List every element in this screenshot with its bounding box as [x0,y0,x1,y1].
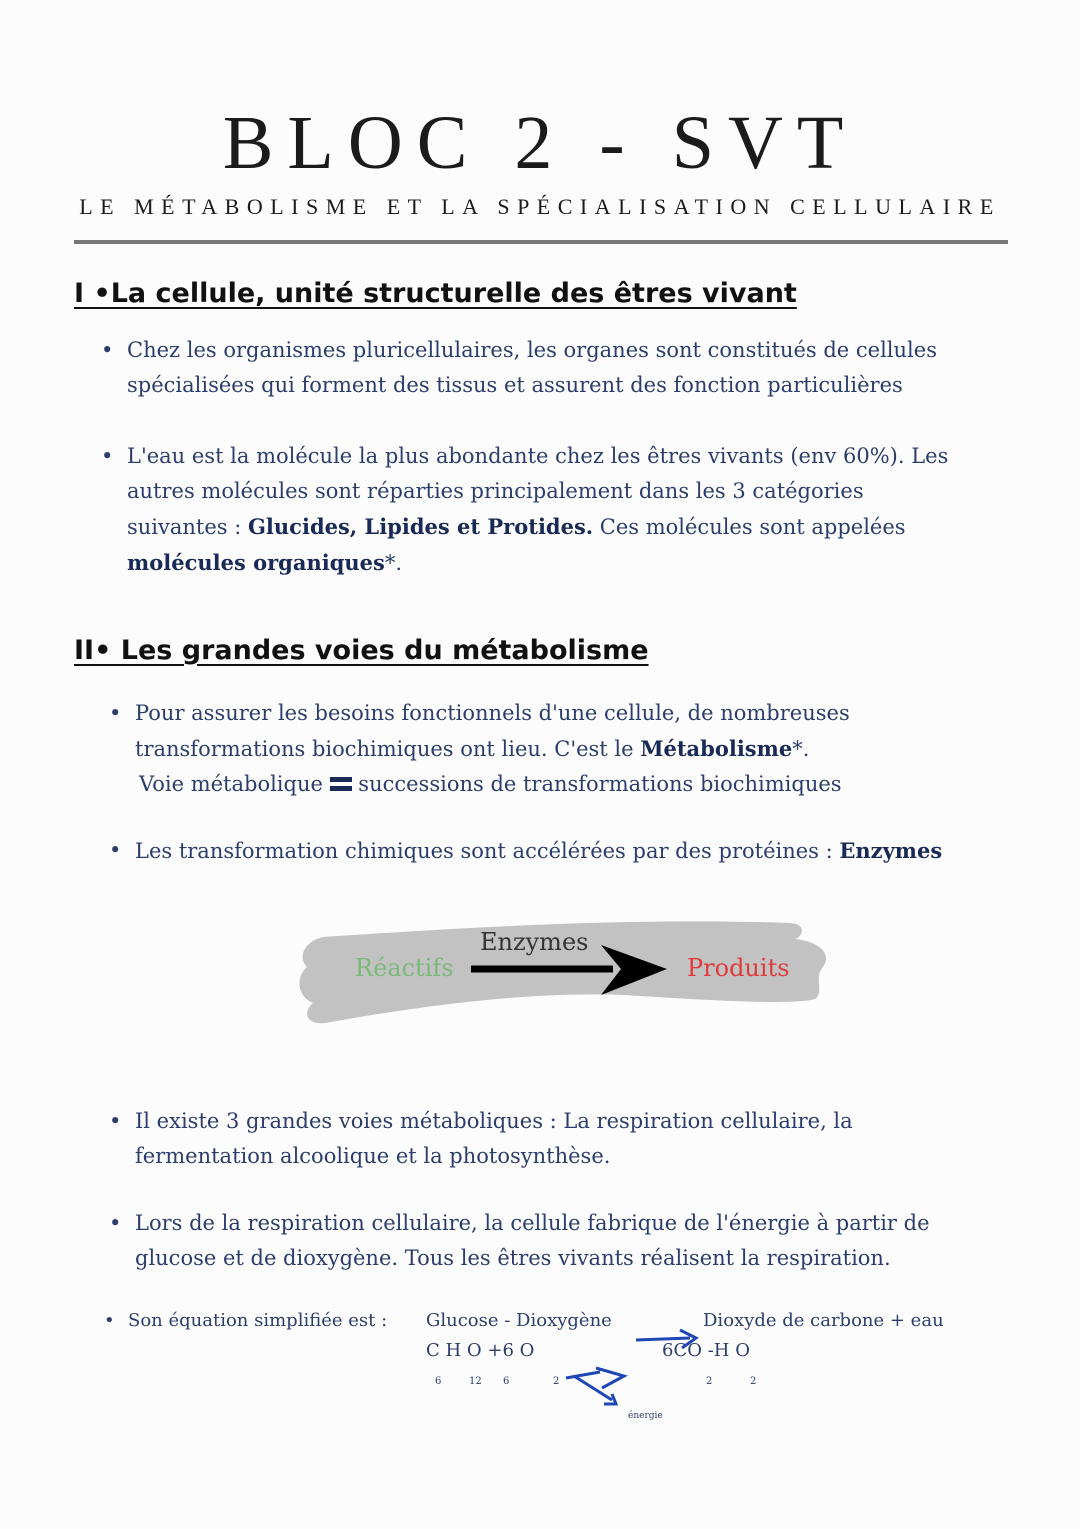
bullet-line: Lors de la respiration cellulaire, la cellule fabrique de l'énergie à partir de [135,1211,930,1235]
text: Les transformation chimiques sont accélérées par des protéines : [135,839,840,863]
section-1-title: I •La cellule, unité structurelle des êtres vivant [74,278,797,309]
subscript: 2 [706,1376,713,1387]
header-divider [74,240,1008,244]
bullet-line: L'eau est la molécule la plus abondante chez les êtres vivants (env 60%). Les [127,444,949,468]
bullet-line [135,833,942,869]
section-2-bullet-3 [109,1104,853,1174]
equals-icon [330,777,352,791]
section-1-bullet-2 [101,439,949,581]
equation-words-right: Dioxyde de carbone + eau [703,1310,944,1331]
text: suivantes : [127,515,248,539]
bullet-line [135,731,850,767]
text: transformations biochimiques ont lieu. C'est le [135,737,641,761]
text: successions de transformations biochimiques [358,772,842,796]
text: *. [384,551,403,575]
bullet-dot: • [109,701,122,725]
energy-label: énergie [628,1411,663,1421]
subscript: 6 [503,1376,510,1387]
subscript: 2 [750,1376,757,1387]
bullet-line: autres molécules sont réparties principalement dans les 3 catégories [127,479,864,503]
page-subtitle: LE MÉTABOLISME ET LA SPÉCIALISATION CELLULAIRE [79,194,1001,219]
enzymes-label: Enzymes [480,928,589,956]
text: Ces molécules sont appelées [593,515,906,539]
products-label: Produits [687,954,790,982]
section-1-bullet-1 [101,333,937,403]
page-title: BLOC 2 - SVT [222,101,858,185]
bullet-line: Chez les organismes pluricellulaires, les organes sont constitués de cellules [127,338,937,362]
text: *. [792,737,810,761]
equation-intro [104,1310,388,1331]
text: Voie métabolique [139,772,323,796]
bullet-dot: • [104,1310,115,1331]
energy-arrow-head-1 [596,1368,624,1388]
reaction-diagram [295,915,835,1030]
section-2-title: II• Les grandes voies du métabolisme [74,635,649,666]
text: Son équation simplifiée est : [128,1310,388,1331]
bullet-dot: • [109,1211,122,1235]
subscript: 12 [469,1376,482,1387]
equation-formula-left: C H O +6 O [426,1340,535,1361]
bullet-line [127,545,948,581]
bullet-line [127,509,948,545]
keyword-organic-molecules: molécules organiques [127,550,385,575]
section-2-bullet-4 [109,1206,930,1276]
energy-arrow-head-2 [604,1394,616,1404]
bullet-dot: • [109,838,122,862]
section-2-bullet-2 [109,833,943,869]
bullet-line: Pour assurer les besoins fonctionnels d'une cellule, de nombreuses [135,701,850,725]
keyword-metabolism: Métabolisme [640,736,793,761]
keyword-macromolecules: Glucides, Lipides et Protides. [248,514,594,539]
energy-arrow [566,1372,612,1400]
keyword-enzymes: Enzymes [839,838,943,863]
bullet-line: glucose et de dioxygène. Tous les êtres vivants réalisent la respiration. [135,1246,891,1270]
bullet-line: fermentation alcoolique et la photosynthèse. [135,1144,611,1168]
bullet-dot: • [101,444,114,468]
bullet-line: Il existe 3 grandes voies métaboliques : La respiration cellulaire, la [135,1109,853,1133]
bullet-dot: • [101,338,114,362]
bullet-line: spécialisées qui forment des tissus et assurent des fonction particulières [127,373,903,397]
section-2-bullet-1 [109,696,850,802]
bullet-line [135,767,850,802]
reactants-label: Réactifs [355,954,454,982]
bullet-dot: • [109,1109,122,1133]
subscript: 6 [435,1376,442,1387]
equation-words-left: Glucose - Dioxygène [426,1310,612,1331]
subscript: 2 [553,1376,560,1387]
equation-formula-right: 6CO -H O [662,1340,750,1361]
